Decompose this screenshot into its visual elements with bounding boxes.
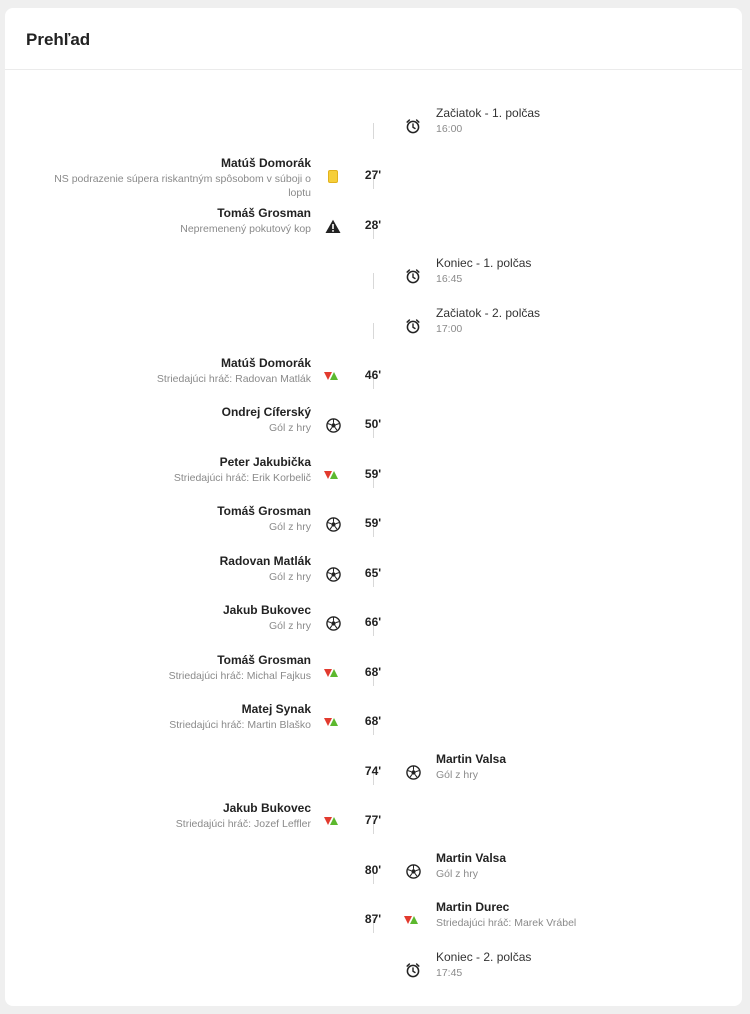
player-name[interactable]: Radovan Matlák bbox=[219, 554, 311, 568]
event-detail: Gól z hry bbox=[268, 571, 311, 583]
event-info bbox=[223, 603, 311, 633]
soccer-ball-icon bbox=[324, 614, 342, 632]
event-info bbox=[51, 156, 311, 200]
event-detail: Gól z hry bbox=[268, 422, 311, 434]
event-info bbox=[157, 356, 311, 386]
player-name[interactable]: Ondrej Cíferský bbox=[221, 405, 311, 419]
alarm-clock-icon bbox=[404, 267, 422, 285]
event-info bbox=[220, 554, 311, 584]
event-info bbox=[436, 900, 576, 930]
match-event-row bbox=[5, 554, 742, 594]
event-info bbox=[174, 455, 311, 485]
match-event-row bbox=[5, 206, 742, 246]
player-name[interactable]: Martin Durec bbox=[436, 900, 510, 914]
event-minute: 66' bbox=[364, 615, 382, 629]
event-detail: Striedajúci hráč: Martin Blaško bbox=[169, 719, 311, 731]
event-minute: 77' bbox=[364, 813, 382, 827]
alarm-clock-icon bbox=[404, 317, 422, 335]
overview-card bbox=[5, 8, 742, 1006]
substitution-icon bbox=[324, 664, 342, 682]
soccer-ball-icon bbox=[404, 862, 422, 880]
player-name[interactable]: Matúš Domorák bbox=[220, 356, 311, 370]
soccer-ball-icon bbox=[324, 565, 342, 583]
event-info bbox=[217, 504, 311, 534]
period-time: 16:45 bbox=[436, 273, 463, 285]
event-minute: 87' bbox=[364, 912, 382, 926]
match-event-row bbox=[5, 156, 742, 199]
period-title: Koniec - 2. polčas bbox=[436, 950, 532, 964]
event-minute: 68' bbox=[364, 665, 382, 679]
period-event-row bbox=[5, 256, 742, 296]
period-title: Začiatok - 1. polčas bbox=[436, 106, 541, 120]
soccer-ball-icon bbox=[324, 416, 342, 434]
match-event-row bbox=[5, 801, 742, 841]
period-label bbox=[436, 306, 540, 336]
match-event-row bbox=[5, 900, 742, 940]
warning-icon bbox=[324, 217, 342, 235]
event-info bbox=[176, 801, 311, 831]
match-event-row bbox=[5, 455, 742, 495]
period-event-row bbox=[5, 106, 742, 146]
substitution-icon bbox=[324, 466, 342, 484]
event-minute: 80' bbox=[364, 863, 382, 877]
substitution-icon bbox=[324, 713, 342, 731]
event-minute: 65' bbox=[364, 566, 382, 580]
event-detail: Gól z hry bbox=[268, 521, 311, 533]
player-name[interactable]: Tomáš Grosman bbox=[217, 206, 311, 220]
page-title: Prehľad bbox=[26, 30, 91, 49]
period-label bbox=[436, 950, 531, 980]
event-detail: Nepremenený pokutový kop bbox=[180, 223, 311, 235]
period-time: 17:00 bbox=[436, 323, 463, 335]
soccer-ball-icon bbox=[404, 763, 422, 781]
alarm-clock-icon bbox=[404, 117, 422, 135]
match-event-row bbox=[5, 356, 742, 396]
event-detail: Striedajúci hráč: Radovan Matlák bbox=[156, 373, 311, 385]
player-name[interactable]: Peter Jakubička bbox=[219, 455, 311, 469]
match-event-row bbox=[5, 603, 742, 643]
substitution-icon bbox=[324, 812, 342, 830]
period-title: Koniec - 1. polčas bbox=[436, 256, 532, 270]
event-info bbox=[169, 653, 311, 683]
event-detail: NS podrazenie súpera riskantným spôsobom v súboji o loptu bbox=[54, 173, 311, 199]
event-minute: 50' bbox=[364, 417, 382, 431]
event-info bbox=[222, 405, 311, 435]
event-detail: Striedajúci hráč: Jozef Leffler bbox=[175, 818, 311, 830]
soccer-ball-icon bbox=[324, 515, 342, 533]
player-name[interactable]: Matej Synak bbox=[241, 702, 311, 716]
period-time: 16:00 bbox=[436, 123, 463, 135]
event-minute: 59' bbox=[364, 467, 382, 481]
card-header bbox=[5, 8, 742, 70]
match-event-row bbox=[5, 752, 742, 792]
match-event-row bbox=[5, 405, 742, 445]
match-event-row bbox=[5, 851, 742, 891]
event-detail: Striedajúci hráč: Erik Korbelič bbox=[173, 472, 311, 484]
player-name[interactable]: Martin Valsa bbox=[436, 851, 507, 865]
event-minute: 27' bbox=[364, 168, 382, 182]
event-detail: Gól z hry bbox=[436, 868, 479, 880]
period-label bbox=[436, 106, 540, 136]
period-event-row bbox=[5, 306, 742, 346]
player-name[interactable]: Tomáš Grosman bbox=[217, 653, 311, 667]
match-event-row bbox=[5, 504, 742, 544]
substitution-icon bbox=[404, 911, 422, 929]
event-minute: 68' bbox=[364, 714, 382, 728]
match-timeline bbox=[5, 70, 742, 1006]
yellow-card-icon bbox=[324, 167, 342, 185]
event-detail: Gól z hry bbox=[436, 769, 479, 781]
event-detail: Gól z hry bbox=[268, 620, 311, 632]
period-label bbox=[436, 256, 531, 286]
event-info bbox=[180, 206, 311, 236]
event-minute: 28' bbox=[364, 218, 382, 232]
match-event-row bbox=[5, 702, 742, 742]
player-name[interactable]: Martin Valsa bbox=[436, 752, 507, 766]
player-name[interactable]: Matúš Domorák bbox=[220, 156, 311, 170]
event-minute: 59' bbox=[364, 516, 382, 530]
event-minute: 74' bbox=[364, 764, 382, 778]
period-time: 17:45 bbox=[436, 967, 463, 979]
player-name[interactable]: Tomáš Grosman bbox=[217, 504, 311, 518]
event-info bbox=[436, 752, 506, 782]
period-event-row bbox=[5, 950, 742, 990]
event-detail: Striedajúci hráč: Michal Fajkus bbox=[168, 670, 311, 682]
period-title: Začiatok - 2. polčas bbox=[436, 306, 541, 320]
event-minute: 46' bbox=[364, 368, 382, 382]
player-name[interactable]: Jakub Bukovec bbox=[222, 603, 311, 617]
event-detail: Striedajúci hráč: Marek Vrábel bbox=[436, 917, 577, 929]
event-info bbox=[169, 702, 311, 732]
event-info bbox=[436, 851, 506, 881]
player-name[interactable]: Jakub Bukovec bbox=[222, 801, 311, 815]
alarm-clock-icon bbox=[404, 961, 422, 979]
match-event-row bbox=[5, 653, 742, 693]
substitution-icon bbox=[324, 367, 342, 385]
